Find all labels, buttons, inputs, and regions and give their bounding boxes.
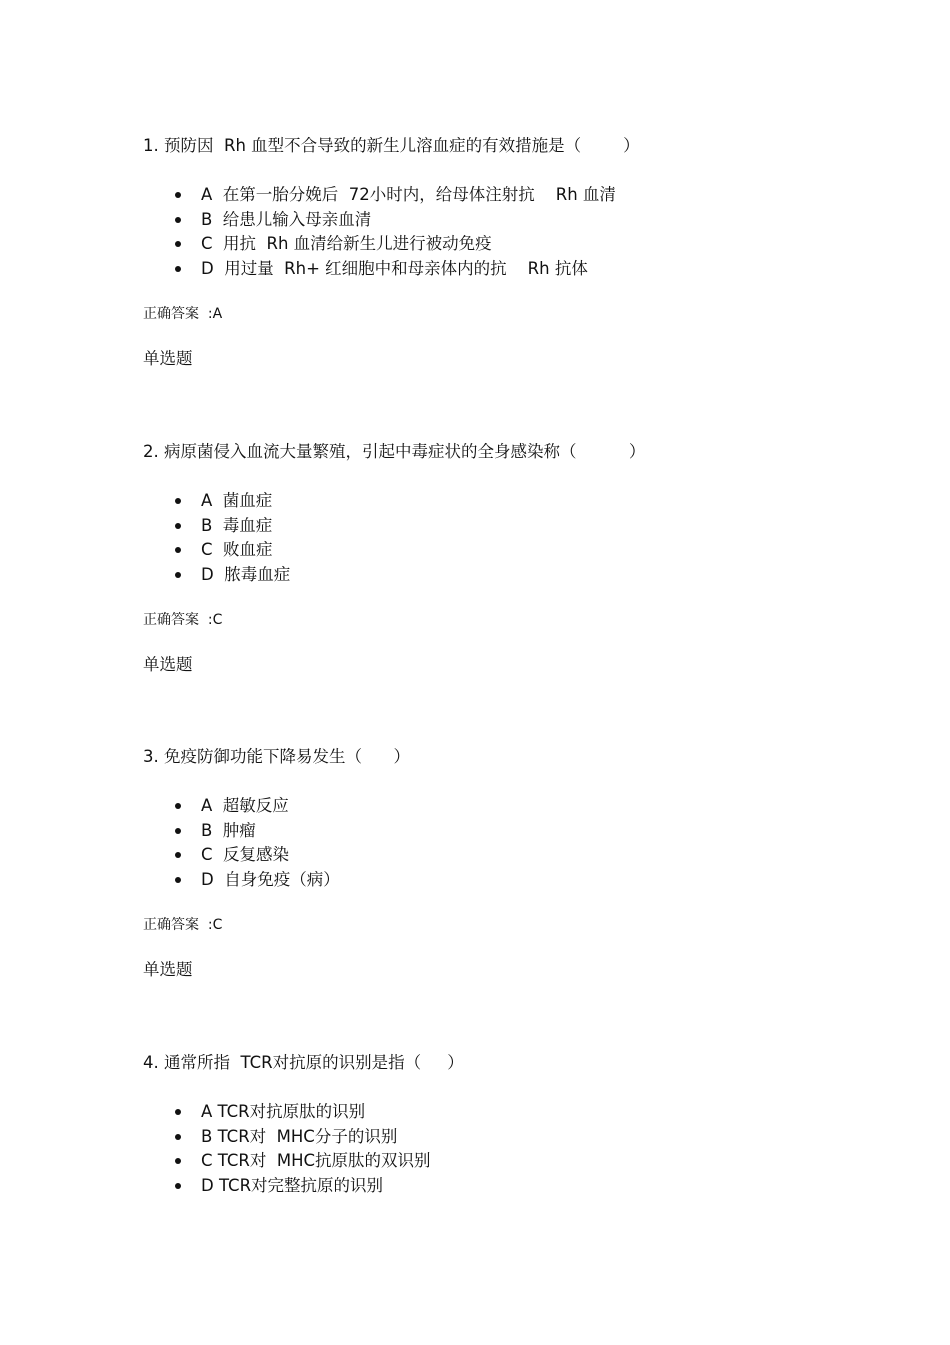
bullet-icon	[175, 498, 181, 504]
bullet-icon	[175, 1158, 181, 1164]
option-b	[143, 1125, 903, 1150]
option-list	[143, 794, 903, 892]
option-a	[143, 489, 903, 514]
option-c	[143, 843, 903, 868]
bullet-icon	[175, 1134, 181, 1140]
question-type: 单选题	[143, 655, 193, 675]
option-c	[143, 1149, 903, 1174]
question-type: 单选题	[143, 960, 193, 980]
correct-answer: 正确答案 :C	[143, 917, 223, 934]
option-text: C 败血症	[201, 540, 273, 560]
bullet-icon	[175, 241, 181, 247]
question-type: 单选题	[143, 349, 193, 369]
correct-answer: 正确答案 :A	[143, 306, 223, 323]
option-a	[143, 794, 903, 819]
bullet-icon	[175, 523, 181, 529]
bullet-icon	[175, 828, 181, 834]
question-2	[143, 441, 903, 676]
option-text: B 给患儿输入母亲血清	[201, 209, 372, 229]
option-d	[143, 563, 903, 588]
option-list	[143, 489, 903, 587]
bullet-icon	[175, 877, 181, 883]
bullet-icon	[175, 192, 181, 198]
question-3	[143, 746, 903, 981]
option-text: D TCR对完整抗原的识别	[201, 1175, 384, 1195]
option-text: B TCR对 MHC分子的识别	[201, 1126, 398, 1146]
bullet-icon	[175, 852, 181, 858]
question-title: 2. 病原菌侵入血流大量繁殖，引起中毒症状的全身感染称（ ）	[143, 442, 646, 461]
option-text: A TCR对抗原肽的识别	[201, 1102, 366, 1121]
question-title: 4. 通常所指 TCR对抗原的识别是指（ ）	[143, 1053, 464, 1072]
option-text: A 菌血症	[201, 491, 273, 510]
option-text: A 在第一胎分娩后 72小时内，给母体注射抗 Rh 血清	[201, 185, 616, 204]
option-b	[143, 819, 903, 844]
option-list	[143, 183, 903, 281]
option-text: D 自身免疫（病）	[201, 869, 340, 889]
bullet-icon	[175, 1109, 181, 1115]
option-d	[143, 1174, 903, 1199]
bullet-icon	[175, 803, 181, 809]
option-text: D 用过量 Rh+ 红细胞中和母亲体内的抗 Rh 抗体	[201, 258, 588, 278]
question-4	[143, 1052, 903, 1198]
option-text: C 反复感染	[201, 845, 290, 865]
question-1	[143, 135, 903, 370]
question-title: 1. 预防因 Rh 血型不合导致的新生儿溶血症的有效措施是（ ）	[143, 136, 640, 155]
question-title: 3. 免疫防御功能下降易发生（ ）	[143, 747, 410, 766]
option-c	[143, 538, 903, 563]
option-d	[143, 868, 903, 893]
option-a	[143, 1100, 903, 1125]
option-text: C TCR对 MHC抗原肽的双识别	[201, 1151, 431, 1171]
option-text: B 肿瘤	[201, 820, 256, 840]
option-text: A 超敏反应	[201, 796, 289, 815]
option-b	[143, 514, 903, 539]
correct-answer: 正确答案 :C	[143, 612, 223, 629]
bullet-icon	[175, 572, 181, 578]
option-text: C 用抗 Rh 血清给新生儿进行被动免疫	[201, 234, 492, 254]
option-d	[143, 257, 903, 282]
option-text: B 毒血症	[201, 515, 273, 535]
option-b	[143, 208, 903, 233]
bullet-icon	[175, 266, 181, 272]
option-a	[143, 183, 903, 208]
bullet-icon	[175, 1183, 181, 1189]
bullet-icon	[175, 547, 181, 553]
option-c	[143, 232, 903, 257]
bullet-icon	[175, 217, 181, 223]
option-list	[143, 1100, 903, 1198]
option-text: D 脓毒血症	[201, 564, 291, 584]
